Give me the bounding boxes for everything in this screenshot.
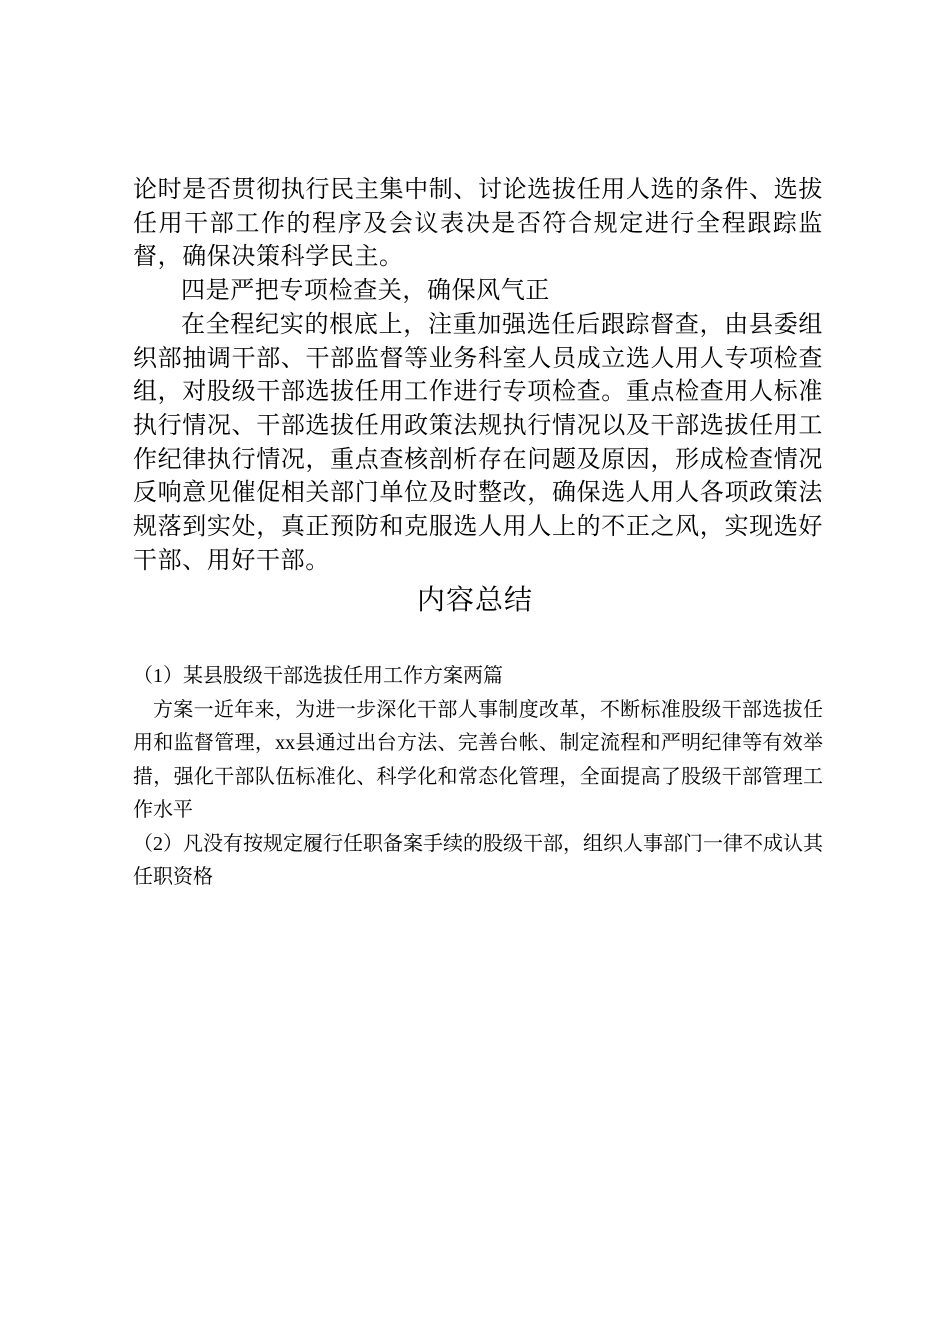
- summary-item: （1）某县股级干部选拔任用工作方案两篇: [133, 665, 503, 687]
- body-paragraph: 在全程纪实的根底上，注重加强选任后跟踪督查，由县委组织部抽调干部、干部监督等业务科室人员成立选人用人专项检查组，对股级干部选拔任用工作进行专项检查。重点检查用人标准执行情况、干部选拔任用政策法规执行情况以及干部选拔任用工作纪律执行情况，重点查核剖析存在问题及原因，形成检查情况反响意见催促相关部门单位及时整改，确保选人用人各项政策法规落到实处，真正预防和克服选人用人上的不正之风，实现选好干部、用好干部。: [133, 309, 823, 574]
- section-heading-four: 四是严把专项检查关，确保风气正: [181, 276, 550, 305]
- summary-title: 内容总结: [416, 583, 533, 616]
- summary-item: 方案一近年来，为进一步深化干部人事制度改革，不断标准股级干部选拔任用和监督管理，xx县通过出台方法、完善台帐、制定流程和严明纪律等有效举措，强化干部队伍标准化、科学化和常态化管理，全面提高了股级干部管理工作水平: [133, 698, 823, 821]
- summary-body: [133, 660, 823, 895]
- body-paragraph-continuation: 论时是否贯彻执行民主集中制、讨论选拔任用人选的条件、选拔任用干部工作的程序及会议表决是否符合规定进行全程跟踪监督，确保决策科学民主。: [133, 175, 823, 271]
- body-text: [133, 173, 823, 577]
- summary-item: （2）凡没有按规定履行任职备案手续的股级干部，组织人事部门一律不成认其任职资格: [133, 832, 823, 888]
